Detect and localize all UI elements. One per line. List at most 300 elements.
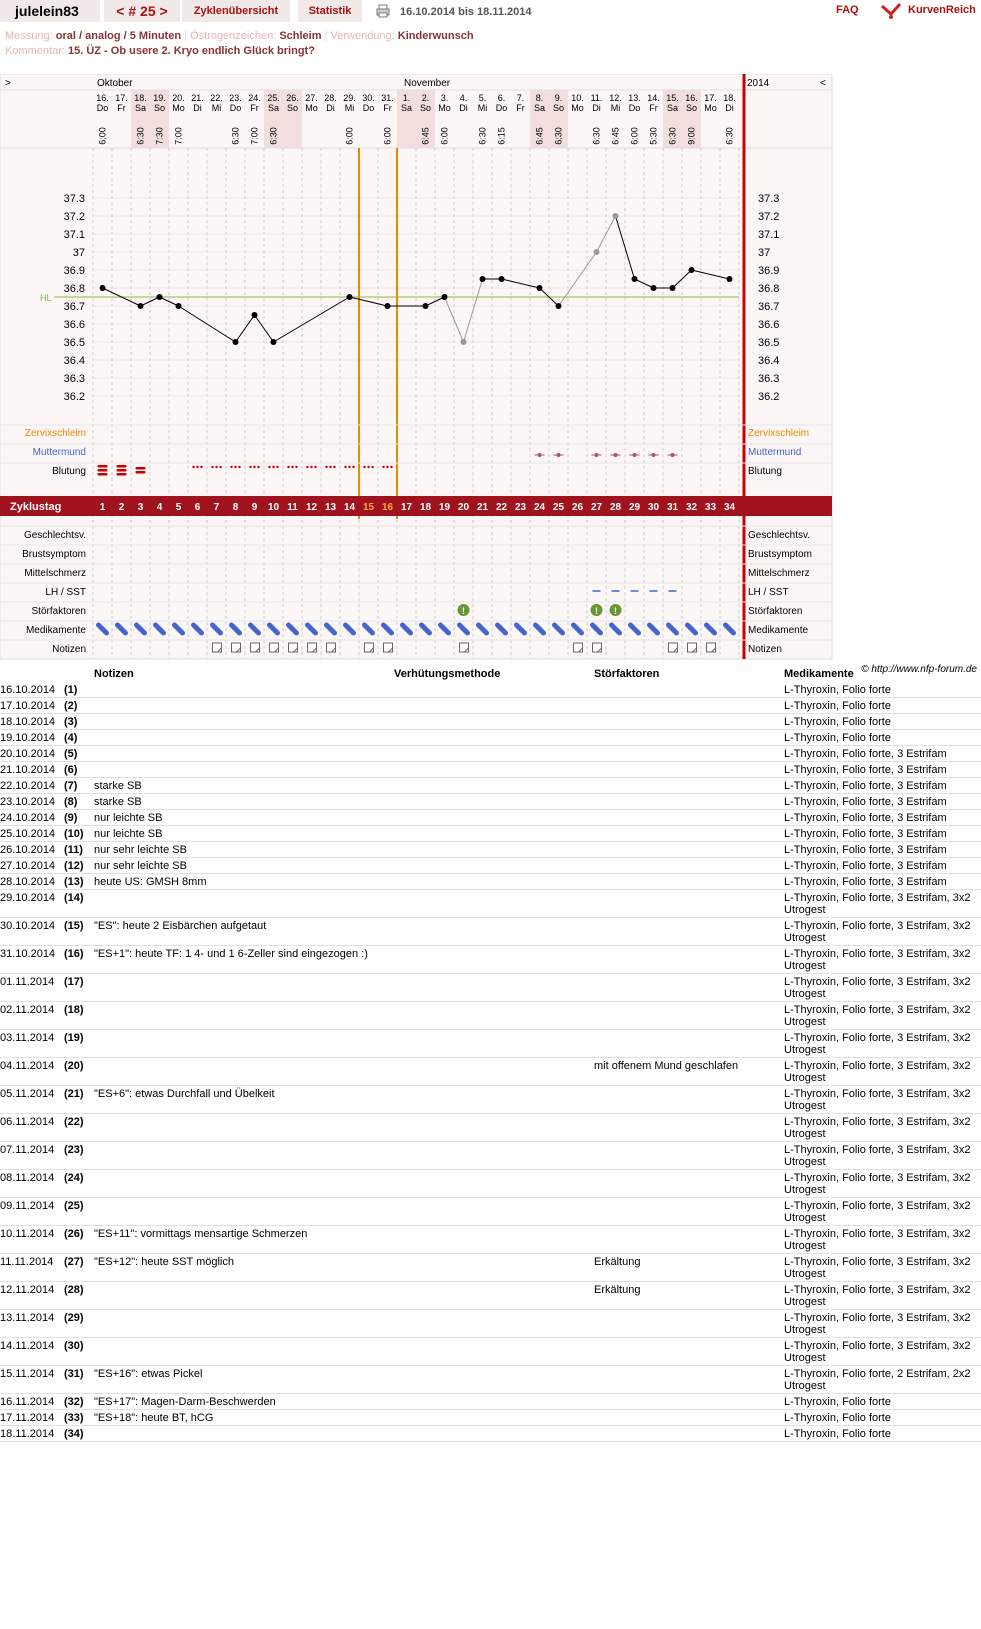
note-cell: "ES+11": vormittags mensartige Schmerzen <box>94 1226 394 1254</box>
note-cell: "ES+12": heute SST möglich <box>94 1254 394 1282</box>
y-tick-label: 36.2 <box>63 391 85 403</box>
table-row <box>0 858 981 874</box>
note-cell: "ES+6": etwas Durchfall und Übelkeit <box>94 1086 394 1114</box>
disturb-cell <box>594 1002 784 1030</box>
row-label-disturb: Störfaktoren <box>31 606 86 617</box>
day-number-cell: (10) <box>64 826 94 842</box>
table-row <box>0 1170 981 1198</box>
cycle-day-number: 16 <box>381 502 394 513</box>
meds-cell: L-Thyroxin, Folio forte, 3 Estrifam <box>784 778 981 794</box>
method-cell <box>394 762 594 778</box>
method-cell <box>394 682 594 698</box>
method-cell <box>394 1410 594 1426</box>
disturb-factor-icon: ! <box>595 606 598 616</box>
day-date-label: 24. <box>248 93 261 103</box>
spotting-dot <box>344 466 346 468</box>
spotting-dot <box>253 466 255 468</box>
note-cell: nur leichte SB <box>94 810 394 826</box>
print-icon[interactable] <box>376 4 390 18</box>
bleeding-heavy-mark <box>117 465 127 468</box>
row-label-cervix_pos: Muttermund <box>32 447 86 458</box>
row-label-cervix: Zervixschleim <box>24 428 86 439</box>
disturb-cell <box>594 1226 784 1254</box>
y-tick-label: 37 <box>72 247 85 259</box>
day-number-cell: (24) <box>64 1170 94 1198</box>
cycle-day-number: 25 <box>552 502 565 513</box>
meta-separator: | <box>324 30 328 42</box>
measure-time-label: 6:00 <box>344 127 355 145</box>
table-row <box>0 730 981 746</box>
y-tick-label: 37.1 <box>63 229 85 241</box>
method-cell <box>394 858 594 874</box>
day-number-cell: (33) <box>64 1410 94 1426</box>
bleeding-light-mark <box>136 471 146 474</box>
method-cell <box>394 1282 594 1310</box>
table-row <box>0 698 981 714</box>
method-cell <box>394 778 594 794</box>
disturb-cell <box>594 794 784 810</box>
meds-cell: L-Thyroxin, Folio forte, 3 Estrifam, 3x2 Utrogest <box>784 1282 981 1310</box>
day-date-label: 5. <box>478 93 487 103</box>
table-row <box>0 1226 981 1254</box>
method-cell <box>394 826 594 842</box>
day-number-cell: (13) <box>64 874 94 890</box>
day-number-cell: (32) <box>64 1394 94 1410</box>
spotting-dot <box>230 466 232 468</box>
row-label-meds: Medikamente <box>25 625 86 636</box>
usage-label: Verwendung: <box>330 30 395 42</box>
measure-time-label: 7:00 <box>173 127 184 145</box>
disturb-cell <box>594 810 784 826</box>
date-cell: 19.10.2014 <box>0 730 64 746</box>
disturb-factor-icon: ! <box>614 606 617 616</box>
row-label-right-lh: LH / SST <box>748 587 789 598</box>
note-cell <box>94 890 394 918</box>
date-cell: 29.10.2014 <box>0 890 64 918</box>
day-weekday-label: Mo <box>172 103 185 113</box>
day-number-cell: (28) <box>64 1282 94 1310</box>
temperature-point <box>499 276 505 282</box>
table-row <box>0 890 981 918</box>
y-tick-label: 37.3 <box>63 193 85 205</box>
y-tick-label-right: 36.4 <box>758 355 780 367</box>
day-number-cell: (15) <box>64 918 94 946</box>
day-weekday-label: Do <box>362 103 375 113</box>
date-cell: 12.11.2014 <box>0 1282 64 1310</box>
method-cell <box>394 746 594 762</box>
spotting-dot <box>276 466 278 468</box>
tab-cycle-overview[interactable]: Zyklenübersicht <box>182 0 290 22</box>
day-number-cell: (7) <box>64 778 94 794</box>
brand-logo-icon[interactable] <box>880 2 902 20</box>
note-cell <box>94 1198 394 1226</box>
note-icon <box>593 643 602 652</box>
day-date-label: 3. <box>440 93 449 103</box>
table-row <box>0 874 981 890</box>
row-label-right-disturb: Störfaktoren <box>748 606 803 617</box>
note-cell <box>94 1282 394 1310</box>
estrogen-label: Östrogenzeichen: <box>190 30 277 42</box>
top-bar <box>0 0 981 24</box>
year-label: 2014 <box>747 78 770 89</box>
disturb-cell <box>594 1310 784 1338</box>
date-cell: 02.11.2014 <box>0 1002 64 1030</box>
note-icon <box>289 643 298 652</box>
day-date-label: 1. <box>402 93 411 103</box>
day-weekday-label: Mo <box>704 103 717 113</box>
date-cell: 17.10.2014 <box>0 698 64 714</box>
day-weekday-label: So <box>286 103 299 113</box>
brand-name[interactable]: KurvenReich <box>908 4 976 16</box>
day-number-cell: (9) <box>64 810 94 826</box>
day-number-cell: (2) <box>64 698 94 714</box>
meds-cell: L-Thyroxin, Folio forte <box>784 730 981 746</box>
note-cell <box>94 974 394 1002</box>
spotting-dot <box>196 466 198 468</box>
day-weekday-label: So <box>685 103 698 113</box>
method-cell <box>394 1226 594 1254</box>
day-weekday-label: Mi <box>610 103 621 113</box>
col-meds: Medikamente <box>784 668 854 680</box>
table-row <box>0 946 981 974</box>
meds-cell: L-Thyroxin, Folio forte, 3 Estrifam <box>784 874 981 890</box>
note-cell: nur sehr leichte SB <box>94 858 394 874</box>
temperature-point <box>100 285 106 291</box>
day-date-label: 4. <box>459 93 468 103</box>
date-cell: 09.11.2014 <box>0 1198 64 1226</box>
date-cell: 05.11.2014 <box>0 1086 64 1114</box>
measure-time-label: 9:00 <box>686 127 697 145</box>
day-date-label: 29. <box>343 93 356 103</box>
cycle-day-number: 29 <box>628 502 641 513</box>
method-cell <box>394 1198 594 1226</box>
faq-link[interactable]: FAQ <box>836 4 859 16</box>
note-icon <box>669 643 678 652</box>
meds-cell: L-Thyroxin, Folio forte, 3 Estrifam, 3x2 Utrogest <box>784 1086 981 1114</box>
note-cell <box>94 1002 394 1030</box>
table-row <box>0 714 981 730</box>
note-icon <box>574 643 583 652</box>
meds-cell: L-Thyroxin, Folio forte, 3 Estrifam <box>784 762 981 778</box>
meta-line-2 <box>5 45 315 57</box>
bleeding-heavy-mark <box>98 465 108 468</box>
row-label-midpain: Mittelschmerz <box>24 568 86 579</box>
day-weekday-label: Sa <box>267 103 280 113</box>
method-cell <box>394 946 594 974</box>
cycle-day-number: 11 <box>287 502 298 513</box>
disturb-cell <box>594 874 784 890</box>
month-label: November <box>404 78 451 89</box>
temperature-point <box>271 339 277 345</box>
disturb-cell <box>594 1426 784 1442</box>
cervix-position-mark <box>652 453 656 457</box>
note-cell: nur sehr leichte SB <box>94 842 394 858</box>
spotting-dot <box>287 466 289 468</box>
day-number-cell: (26) <box>64 1226 94 1254</box>
date-cell: 07.11.2014 <box>0 1142 64 1170</box>
date-cell: 22.10.2014 <box>0 778 64 794</box>
spotting-dot <box>325 466 327 468</box>
date-cell: 13.11.2014 <box>0 1310 64 1338</box>
spotting-dot <box>268 466 270 468</box>
table-row <box>0 826 981 842</box>
note-icon <box>251 643 260 652</box>
y-tick-label-right: 36.9 <box>758 265 780 277</box>
measure-time-label: 6:30 <box>230 127 241 145</box>
meds-cell: L-Thyroxin, Folio forte, 3 Estrifam, 3x2 Utrogest <box>784 974 981 1002</box>
day-number-cell: (17) <box>64 974 94 1002</box>
cycle-day-number: 27 <box>590 502 603 513</box>
meds-cell: L-Thyroxin, Folio forte <box>784 714 981 730</box>
measure-label: Messung: <box>5 30 53 42</box>
day-number-cell: (23) <box>64 1142 94 1170</box>
spotting-dot <box>386 466 388 468</box>
day-number-cell: (12) <box>64 858 94 874</box>
meds-cell: L-Thyroxin, Folio forte <box>784 1410 981 1426</box>
cycle-day-number: 7 <box>213 502 220 513</box>
method-cell <box>394 1310 594 1338</box>
day-date-label: 12. <box>609 93 622 103</box>
cycle-day-number: 22 <box>495 502 508 513</box>
day-date-label: 7. <box>516 93 525 103</box>
date-cell: 30.10.2014 <box>0 918 64 946</box>
nav-prev-arrow: > <box>5 78 11 89</box>
note-cell <box>94 762 394 778</box>
day-number-cell: (31) <box>64 1366 94 1394</box>
measure-time-label: 6:00 <box>97 127 108 145</box>
cervix-position-mark <box>633 453 637 457</box>
table-row <box>0 842 981 858</box>
note-cell: "ES+17": Magen-Darm-Beschwerden <box>94 1394 394 1410</box>
table-row <box>0 1142 981 1170</box>
disturb-cell <box>594 1338 784 1366</box>
meds-cell: L-Thyroxin, Folio forte, 3 Estrifam <box>784 858 981 874</box>
nav-next-arrow: < <box>820 78 826 89</box>
meds-cell: L-Thyroxin, Folio forte, 3 Estrifam <box>784 842 981 858</box>
meds-cell: L-Thyroxin, Folio forte, 3 Estrifam, 3x2 Utrogest <box>784 1310 981 1338</box>
day-number-cell: (30) <box>64 1338 94 1366</box>
table-row <box>0 682 981 698</box>
measure-time-label: 7:00 <box>249 127 260 145</box>
row-label-right-cervix: Zervixschleim <box>748 428 810 439</box>
note-icon <box>327 643 336 652</box>
date-cell: 20.10.2014 <box>0 746 64 762</box>
y-tick-label-right: 36.2 <box>758 391 780 403</box>
spotting-dot <box>333 466 335 468</box>
spotting-dot <box>314 466 316 468</box>
note-cell <box>94 714 394 730</box>
cycle-nav[interactable]: < # 25 > <box>104 0 180 22</box>
day-weekday-label: So <box>552 103 565 113</box>
day-date-label: 9. <box>554 93 563 103</box>
disturb-factor-icon: ! <box>462 606 465 616</box>
cycle-day-number: 17 <box>400 502 413 513</box>
spotting-dot <box>200 466 202 468</box>
meds-cell: L-Thyroxin, Folio forte, 3 Estrifam, 3x2 Utrogest <box>784 918 981 946</box>
day-weekday-label: Sa <box>666 103 679 113</box>
spotting-dot <box>215 466 217 468</box>
note-icon <box>213 643 222 652</box>
temperature-point <box>480 276 486 282</box>
method-cell <box>394 1142 594 1170</box>
day-date-label: 25. <box>267 93 280 103</box>
method-cell <box>394 874 594 890</box>
cycle-day-number: 26 <box>571 502 584 513</box>
y-tick-label: 36.3 <box>63 373 85 385</box>
temperature-point <box>176 303 182 309</box>
disturb-cell: mit offenem Mund geschlafen <box>594 1058 784 1086</box>
disturb-cell <box>594 890 784 918</box>
disturb-cell <box>594 1114 784 1142</box>
meds-cell: L-Thyroxin, Folio forte, 3 Estrifam, 3x2 Utrogest <box>784 946 981 974</box>
disturb-cell <box>594 1086 784 1114</box>
day-weekday-label: Fr <box>250 103 259 113</box>
day-number-cell: (3) <box>64 714 94 730</box>
temperature-point <box>252 312 258 318</box>
cycle-day-number: 15 <box>362 502 375 513</box>
method-cell <box>394 1058 594 1086</box>
day-date-label: 15. <box>666 93 679 103</box>
row-label-right-breast: Brustsymptom <box>748 549 812 560</box>
disturb-cell <box>594 918 784 946</box>
day-date-label: 21. <box>191 93 204 103</box>
temperature-point <box>157 294 163 300</box>
cervix-position-mark <box>671 453 675 457</box>
cycle-day-number: 9 <box>251 502 258 513</box>
spotting-dot <box>295 466 297 468</box>
method-cell <box>394 714 594 730</box>
notes-table-header <box>0 668 981 682</box>
cycle-day-number: 31 <box>666 502 679 513</box>
day-number-cell: (1) <box>64 682 94 698</box>
day-weekday-label: Mo <box>438 103 451 113</box>
date-cell: 27.10.2014 <box>0 858 64 874</box>
measure-time-label: 6:45 <box>610 127 621 145</box>
date-cell: 23.10.2014 <box>0 794 64 810</box>
note-cell: nur leichte SB <box>94 826 394 842</box>
comment-value: 15. ÜZ - Ob usere 2. Kryo endlich Glück bringt? <box>67 45 315 57</box>
meds-cell: L-Thyroxin, Folio forte, 3 Estrifam, 3x2 Utrogest <box>784 890 981 918</box>
date-range: 16.10.2014 bis 18.11.2014 <box>400 6 532 18</box>
y-tick-label: 36.5 <box>63 337 85 349</box>
bleeding-heavy-mark <box>98 469 108 472</box>
cycle-day-number: 5 <box>175 502 182 513</box>
temperature-point <box>594 249 600 255</box>
day-weekday-label: Mo <box>571 103 584 113</box>
notes-table <box>0 668 981 1442</box>
disturb-cell: Erkältung <box>594 1282 784 1310</box>
temperature-point <box>670 285 676 291</box>
table-row <box>0 794 981 810</box>
note-cell: "ES+1": heute TF: 1 4- und 1 6-Zeller sind eingezogen :) <box>94 946 394 974</box>
spotting-dot <box>192 466 194 468</box>
spotting-dot <box>367 466 369 468</box>
table-row <box>0 1394 981 1410</box>
temperature-point <box>537 285 543 291</box>
cycle-day-number: 21 <box>476 502 489 513</box>
note-cell <box>94 1142 394 1170</box>
disturb-cell: Erkältung <box>594 1254 784 1282</box>
day-weekday-label: Do <box>96 103 109 113</box>
date-cell: 21.10.2014 <box>0 762 64 778</box>
temperature-point <box>556 303 562 309</box>
table-row <box>0 746 981 762</box>
note-cell <box>94 682 394 698</box>
disturb-cell <box>594 1410 784 1426</box>
table-row <box>0 1410 981 1426</box>
note-cell <box>94 730 394 746</box>
method-cell <box>394 842 594 858</box>
meds-cell: L-Thyroxin, Folio forte, 3 Estrifam <box>784 746 981 762</box>
bleeding-heavy-mark <box>117 473 127 476</box>
table-row <box>0 762 981 778</box>
cervix-position-mark <box>614 453 618 457</box>
cycle-day-number: 18 <box>419 502 432 513</box>
usage-value: Kinderwunsch <box>397 30 474 42</box>
day-weekday-label: Mi <box>477 103 488 113</box>
day-date-label: 6. <box>497 93 506 103</box>
note-cell <box>94 1114 394 1142</box>
day-number-cell: (21) <box>64 1086 94 1114</box>
copyright: © http://www.nfp-forum.de <box>861 664 977 674</box>
date-cell: 18.11.2014 <box>0 1426 64 1442</box>
meds-cell: L-Thyroxin, Folio forte <box>784 698 981 714</box>
row-label-right-bleeding: Blutung <box>748 466 782 477</box>
note-icon <box>384 643 393 652</box>
disturb-cell <box>594 698 784 714</box>
table-row <box>0 810 981 826</box>
day-number-cell: (19) <box>64 1030 94 1058</box>
meta-line-1 <box>5 30 474 42</box>
disturb-cell <box>594 826 784 842</box>
spotting-dot <box>329 466 331 468</box>
note-cell <box>94 1030 394 1058</box>
method-cell <box>394 1002 594 1030</box>
meds-cell: L-Thyroxin, Folio forte, 3 Estrifam, 3x2 Utrogest <box>784 1226 981 1254</box>
month-label: Oktober <box>97 78 133 89</box>
y-tick-label: 37.2 <box>63 211 85 223</box>
tab-statistics[interactable]: Statistik <box>298 0 362 22</box>
day-date-label: 17. <box>704 93 717 103</box>
meds-cell: L-Thyroxin, Folio forte, 3 Estrifam, 3x2 Utrogest <box>784 1254 981 1282</box>
day-date-label: 8. <box>535 93 544 103</box>
measure-time-label: 6:45 <box>420 127 431 145</box>
date-cell: 16.10.2014 <box>0 682 64 698</box>
measure-time-label: 6:45 <box>534 127 545 145</box>
comment-label: Kommentar: <box>5 45 65 57</box>
day-number-cell: (18) <box>64 1002 94 1030</box>
date-cell: 28.10.2014 <box>0 874 64 890</box>
method-cell <box>394 1426 594 1442</box>
row-label-sex: Geschlechtsv. <box>23 530 86 541</box>
meds-cell: L-Thyroxin, Folio forte, 3 Estrifam, 3x2 Utrogest <box>784 1142 981 1170</box>
temperature-point <box>651 285 657 291</box>
day-number-cell: (14) <box>64 890 94 918</box>
note-icon <box>270 643 279 652</box>
cycle-day-number: 14 <box>343 502 356 513</box>
measure-time-label: 6:00 <box>439 127 450 145</box>
day-date-label: 23. <box>229 93 242 103</box>
cycle-day-number: 6 <box>194 502 201 513</box>
day-date-label: 11. <box>590 93 603 103</box>
measure-value: oral / analog / 5 Minuten <box>55 30 182 42</box>
day-date-label: 30. <box>362 93 375 103</box>
cycle-day-number: 32 <box>685 502 698 513</box>
note-cell <box>94 698 394 714</box>
disturb-cell <box>594 858 784 874</box>
table-row <box>0 778 981 794</box>
cervix-position-mark <box>557 453 561 457</box>
